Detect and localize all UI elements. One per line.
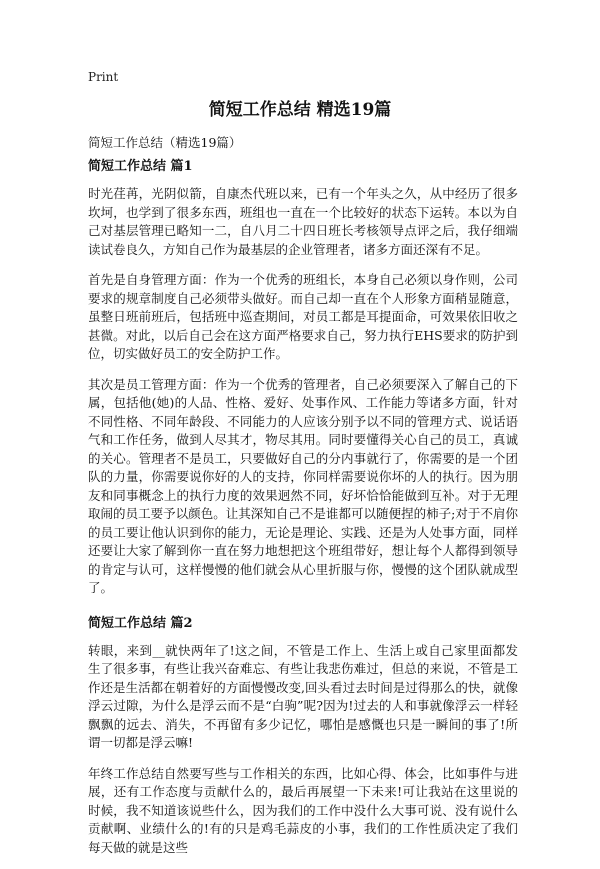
section-heading-1: 简短工作总结 篇1 xyxy=(88,159,193,174)
page-title: 简短工作总结 精选19篇 xyxy=(208,100,392,120)
print-link[interactable]: Print xyxy=(88,70,119,84)
document-subtitle: 简短工作总结（精选19篇） xyxy=(88,135,242,150)
paragraph: 首先是自身管理方面：作为一个优秀的班组长，本身自己必须以身作则，公司要求的规章制度自己必须带头做好。而自己却一直在个人形象方面稍显随意，虽整日班前班后，包括班中巡查期间，对员工都是耳提面命，可效果依旧收之甚微。对此，以后自己会在这方面严格要求自己，努力执行EHS要求的防护到位，切实做好员工的安全防护工作。 xyxy=(88,272,518,361)
document-body xyxy=(88,157,518,869)
section-heading-2: 简短工作总结 篇2 xyxy=(88,615,193,631)
paragraph: 年终工作总结自然要写些与工作相关的东西，比如心得、体会，比如事件与进展，还有工作态度与贡献什么的，最后再展望一下未来!可让我站在这里说的时候，我不知道该说些什么，因为我们的工作中没什么大事可说、没有说什么贡献啊、业绩什么的!有的只是鸡毛蒜皮的小事，我们的工作性质决定了我们每天做的就是这些 xyxy=(88,765,518,855)
paragraph: 其次是员工管理方面：作为一个优秀的管理者，自己必须要深入了解自己的下属，包括他(她)的人品、性格、爱好、处事作风、工作能力等诸多方面，针对不同性格、不同年龄段、不同能力的人应该分别予以不同的管理方式、说话语气和工作任务，做到人尽其才，物尽其用。同时要懂得关心自己的员工，真诚的关心。管理者不是员工，只要做好自己的分内事就行了，你需要的是一个团队的力量，你需要说你好的人的支持，你同样需要说你坏的人的执行。因为朋友和同事概念上的执行力度的效果迥然不同，好坏恰恰能做到互补。对于无理取闹的员工要予以颜色。让其深知自己不是谁都可以随便捏的柿子;对于不肩你的员工要让他认识到你的能力，无论是理论、实践、还是为人处事方面，同样还要让大家了解到你一直在努力地想把这个班组带好，想让每个人都得到领导的肯定与认可，这样慢慢的他们就会从心里折服与你，慢慢的这个团队就成型了。 xyxy=(88,376,518,595)
paragraph: 转眼，来到__就快两年了!这之间，不管是工作上、生活上或自己家里面都发生了很多事，有些让我兴奋难忘、有些让我悲伤难过，但总的来说，不管是工作还是生活都在朝着好的方面慢慢改变,回头看过去时间是过得那么的快，就像浮云过隙，为什么是浮云而不是“白驹”呢?因为!过去的人和事就像浮云一样轻飘飘的远去、消失，不再留有多少记忆，哪怕是感慨也只是一瞬间的事了!所谓一切都是浮云嘛! xyxy=(88,642,518,750)
paragraph: 时光荏苒，光阴似箭，自康杰代班以来，已有一个年头之久，从中经历了很多坎坷，也学到了很多东西，班组也一直在一个比较好的状态下运转。本以为自己对基层管理已略知一二，自八月二十四日班长考核领导点评之后，我仔细端读试卷良久，方知自己作为最基层的企业管理者，诸多方面还深有不足。 xyxy=(88,186,518,257)
